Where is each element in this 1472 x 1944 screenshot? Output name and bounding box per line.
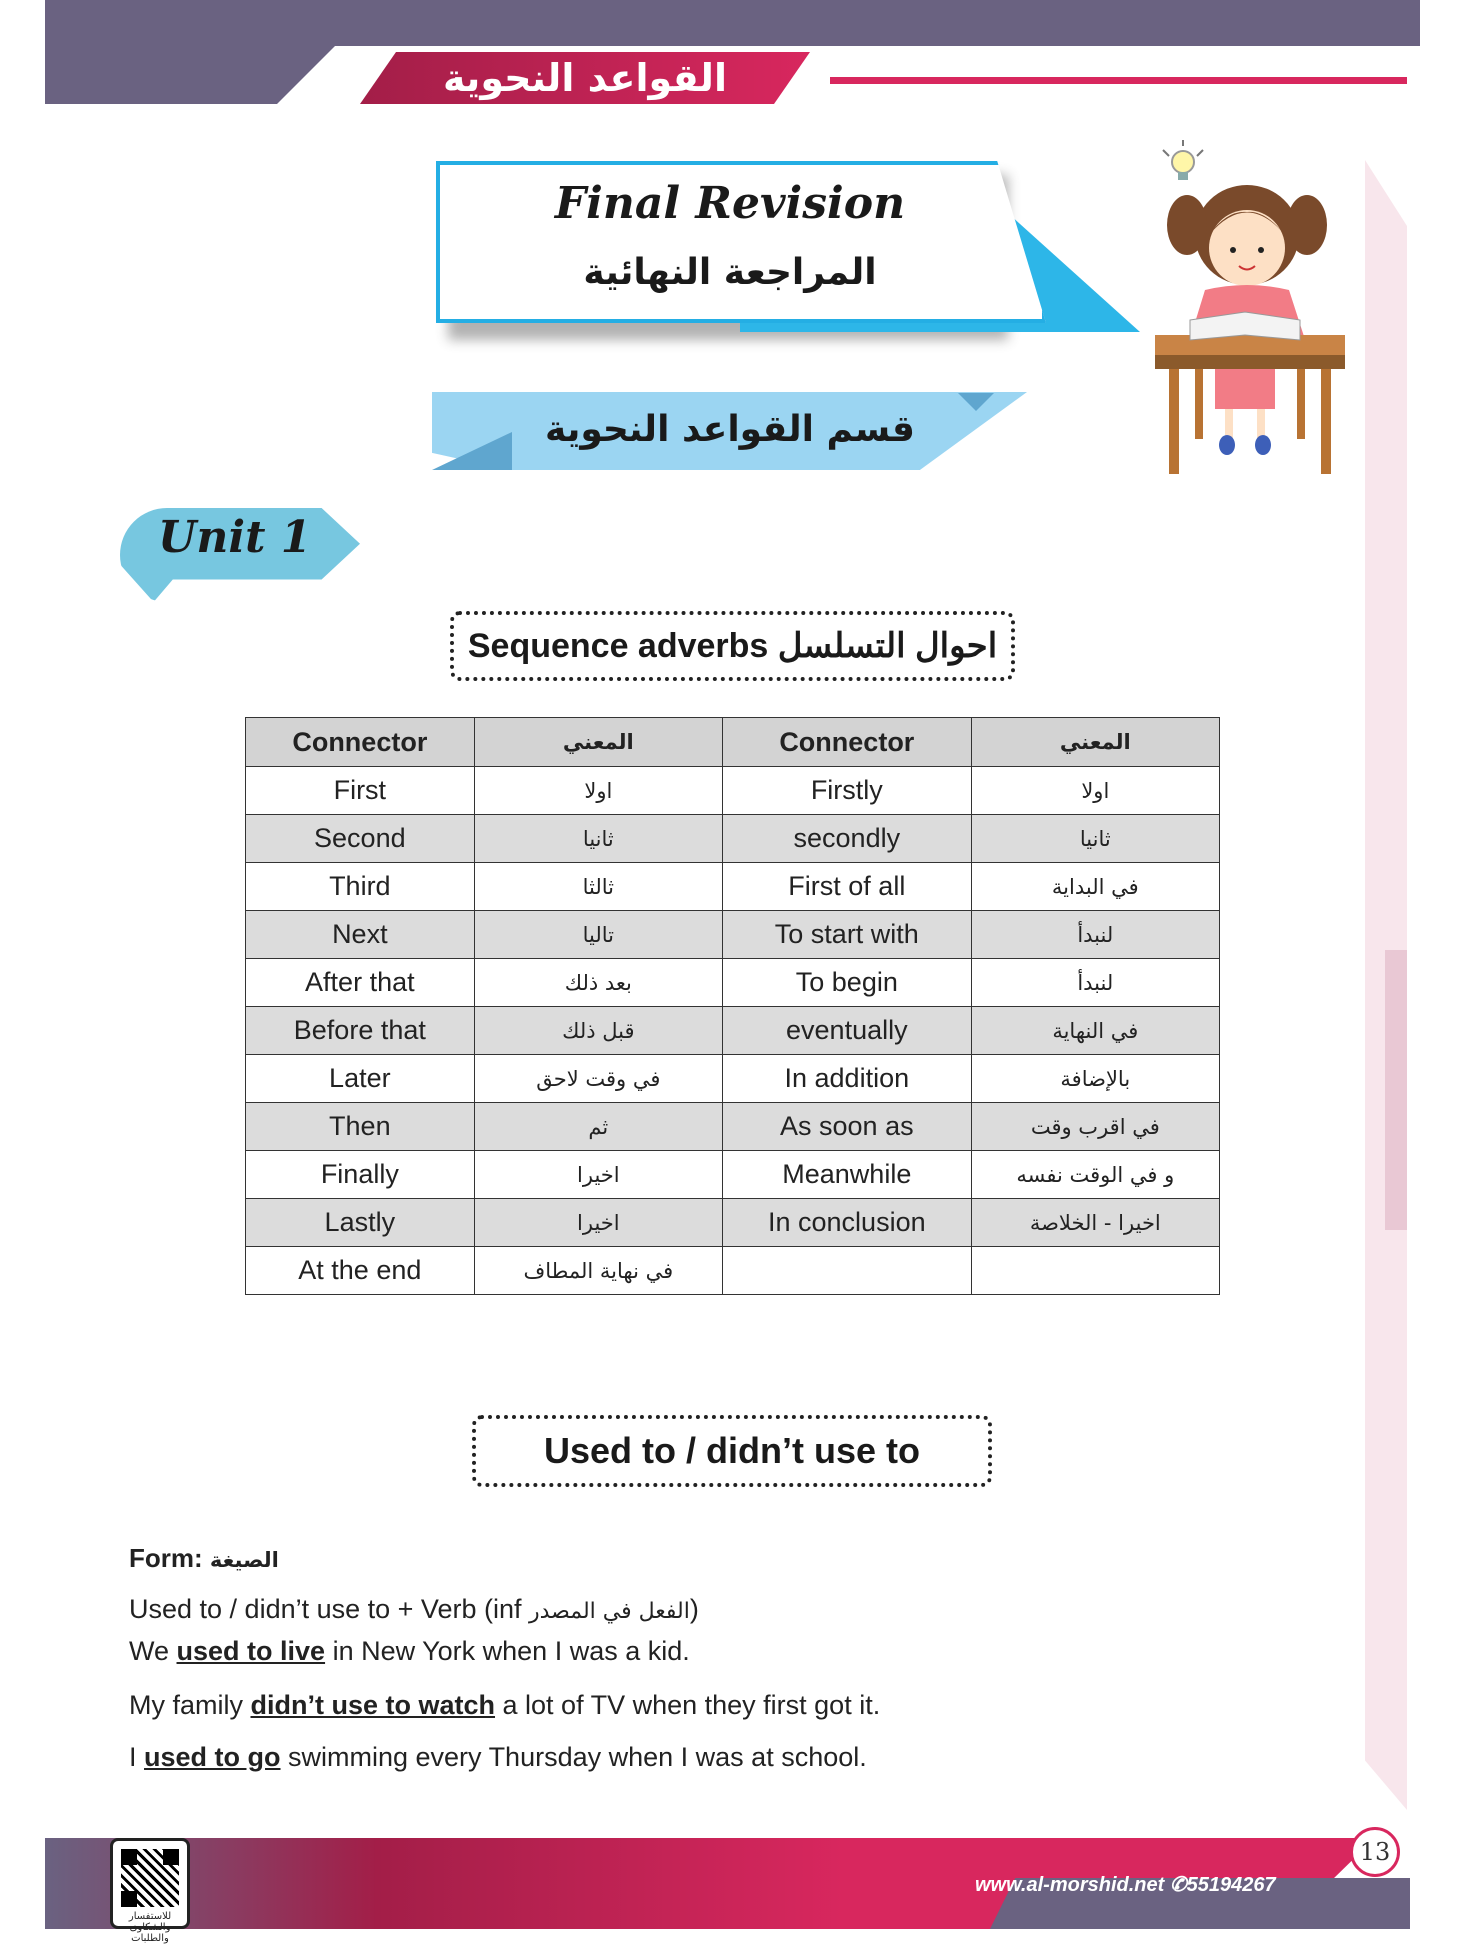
example-sentence: [129, 1742, 867, 1773]
example-highlight: didn’t use to watch: [250, 1690, 496, 1720]
connector-cell: After that: [246, 959, 475, 1007]
unit-label: Unit 1: [158, 512, 312, 563]
table-row: [246, 911, 1220, 959]
table-row: [246, 1151, 1220, 1199]
connector-cell: In conclusion: [723, 1199, 972, 1247]
connector-cell: Finally: [246, 1151, 475, 1199]
table-row: [246, 1055, 1220, 1103]
meaning-cell: لنبدأ: [971, 959, 1219, 1007]
lightbulb-icon: [1163, 140, 1203, 180]
meaning-cell: اخيرا: [474, 1199, 722, 1247]
formula-text: Used to / didn’t use to + Verb (inf: [129, 1594, 529, 1624]
example-text: swimming every Thursday when I was at school.: [280, 1742, 867, 1772]
connector-cell: First: [246, 767, 475, 815]
example-text: I: [129, 1742, 145, 1772]
connector-cell: Later: [246, 1055, 475, 1103]
footer-rule: [995, 1850, 1355, 1856]
example-highlight: used to go: [144, 1742, 281, 1772]
connector-cell: Next: [246, 911, 475, 959]
formula-arabic: الفعل في المصدر: [528, 1599, 690, 1624]
meaning-cell: في اقرب وقت: [971, 1103, 1219, 1151]
example-text: in New York when I was a kid.: [325, 1636, 690, 1666]
header-band: [45, 0, 1420, 46]
connector-cell: Firstly: [723, 767, 972, 815]
table-row: [246, 1007, 1220, 1055]
example-text: We: [129, 1636, 177, 1666]
header-connector: Connector: [246, 718, 475, 767]
girl-reading-icon: [1135, 140, 1345, 480]
meaning-cell: بالإضافة: [971, 1055, 1219, 1103]
table-row: [246, 1103, 1220, 1151]
table-row: [246, 1199, 1220, 1247]
example-sentence: [129, 1690, 880, 1721]
footer-url[interactable]: www.al-morshid.net ✆55194267: [975, 1874, 1276, 1896]
meaning-cell: ثانيا: [971, 815, 1219, 863]
example-text: My family: [129, 1690, 251, 1720]
meaning-cell: تاليا: [474, 911, 722, 959]
connector-cell: Second: [246, 815, 475, 863]
qr-caption: للاستفسار والشكاوى والطلبات: [128, 1911, 172, 1944]
meaning-cell: ثانيا: [474, 815, 722, 863]
table-row: [246, 767, 1220, 815]
table-header-row: [246, 718, 1220, 767]
connector-cell: secondly: [723, 815, 972, 863]
qr-code-pattern: [121, 1849, 179, 1907]
connector-cell: First of all: [723, 863, 972, 911]
connector-cell: Then: [246, 1103, 475, 1151]
connector-cell: Third: [246, 863, 475, 911]
connector-cell: Before that: [246, 1007, 475, 1055]
section-banner-text: قسم القواعد النحوية: [545, 409, 915, 450]
table-row: [246, 863, 1220, 911]
formula-close: ): [689, 1594, 699, 1624]
connector-cell: In addition: [723, 1055, 972, 1103]
example-highlight: used to live: [176, 1636, 326, 1666]
meaning-cell: اخيرا: [474, 1151, 722, 1199]
meaning-cell: اولا: [474, 767, 722, 815]
table-row: [246, 1247, 1220, 1295]
meaning-cell: اولا: [971, 767, 1219, 815]
meaning-cell: قبل ذلك: [474, 1007, 722, 1055]
meaning-cell: بعد ذلك: [474, 959, 722, 1007]
sequence-adverbs-table: [245, 717, 1220, 1295]
meaning-cell: [971, 1247, 1219, 1295]
title-arabic: المراجعة النهائية: [583, 252, 877, 293]
meaning-cell: في وقت لاحق: [474, 1055, 722, 1103]
title-english: Final Revision: [554, 178, 906, 229]
meaning-cell: ثم: [474, 1103, 722, 1151]
meaning-cell: في نهاية المطاف: [474, 1247, 722, 1295]
header-connector: Connector: [723, 718, 972, 767]
meaning-cell: و في الوقت نفسه: [971, 1151, 1219, 1199]
example-text: a lot of TV when they first got it.: [495, 1690, 881, 1720]
form-label-en: Form:: [129, 1543, 203, 1573]
header-rule: [830, 77, 1407, 84]
page-number: 13: [1350, 1827, 1400, 1877]
form-formula: [129, 1594, 699, 1625]
table-row: [246, 959, 1220, 1007]
right-decor-accent: [1385, 950, 1407, 1230]
sequence-adverbs-title: Sequence adverbs احوال التسلسل: [450, 611, 1015, 681]
form-label: [129, 1543, 279, 1574]
qr-code-icon[interactable]: [110, 1838, 190, 1944]
header-band-corner: [45, 46, 335, 104]
connector-cell: [723, 1247, 972, 1295]
meaning-cell: في البداية: [971, 863, 1219, 911]
form-label-ar: الصيغة: [209, 1548, 279, 1572]
used-to-title: Used to / didn’t use to: [472, 1415, 992, 1487]
connector-cell: At the end: [246, 1247, 475, 1295]
connector-cell: As soon as: [723, 1103, 972, 1151]
meaning-cell: اخيرا - الخلاصة: [971, 1199, 1219, 1247]
header-meaning: المعني: [474, 718, 722, 767]
connector-cell: eventually: [723, 1007, 972, 1055]
example-sentence: [129, 1636, 690, 1667]
table-row: [246, 815, 1220, 863]
meaning-cell: في النهاية: [971, 1007, 1219, 1055]
connector-cell: Lastly: [246, 1199, 475, 1247]
connector-cell: To begin: [723, 959, 972, 1007]
header-title: القواعد النحوية: [443, 56, 727, 100]
meaning-cell: لنبدأ: [971, 911, 1219, 959]
meaning-cell: ثالثا: [474, 863, 722, 911]
header-meaning: المعني: [971, 718, 1219, 767]
connector-cell: To start with: [723, 911, 972, 959]
connector-cell: Meanwhile: [723, 1151, 972, 1199]
